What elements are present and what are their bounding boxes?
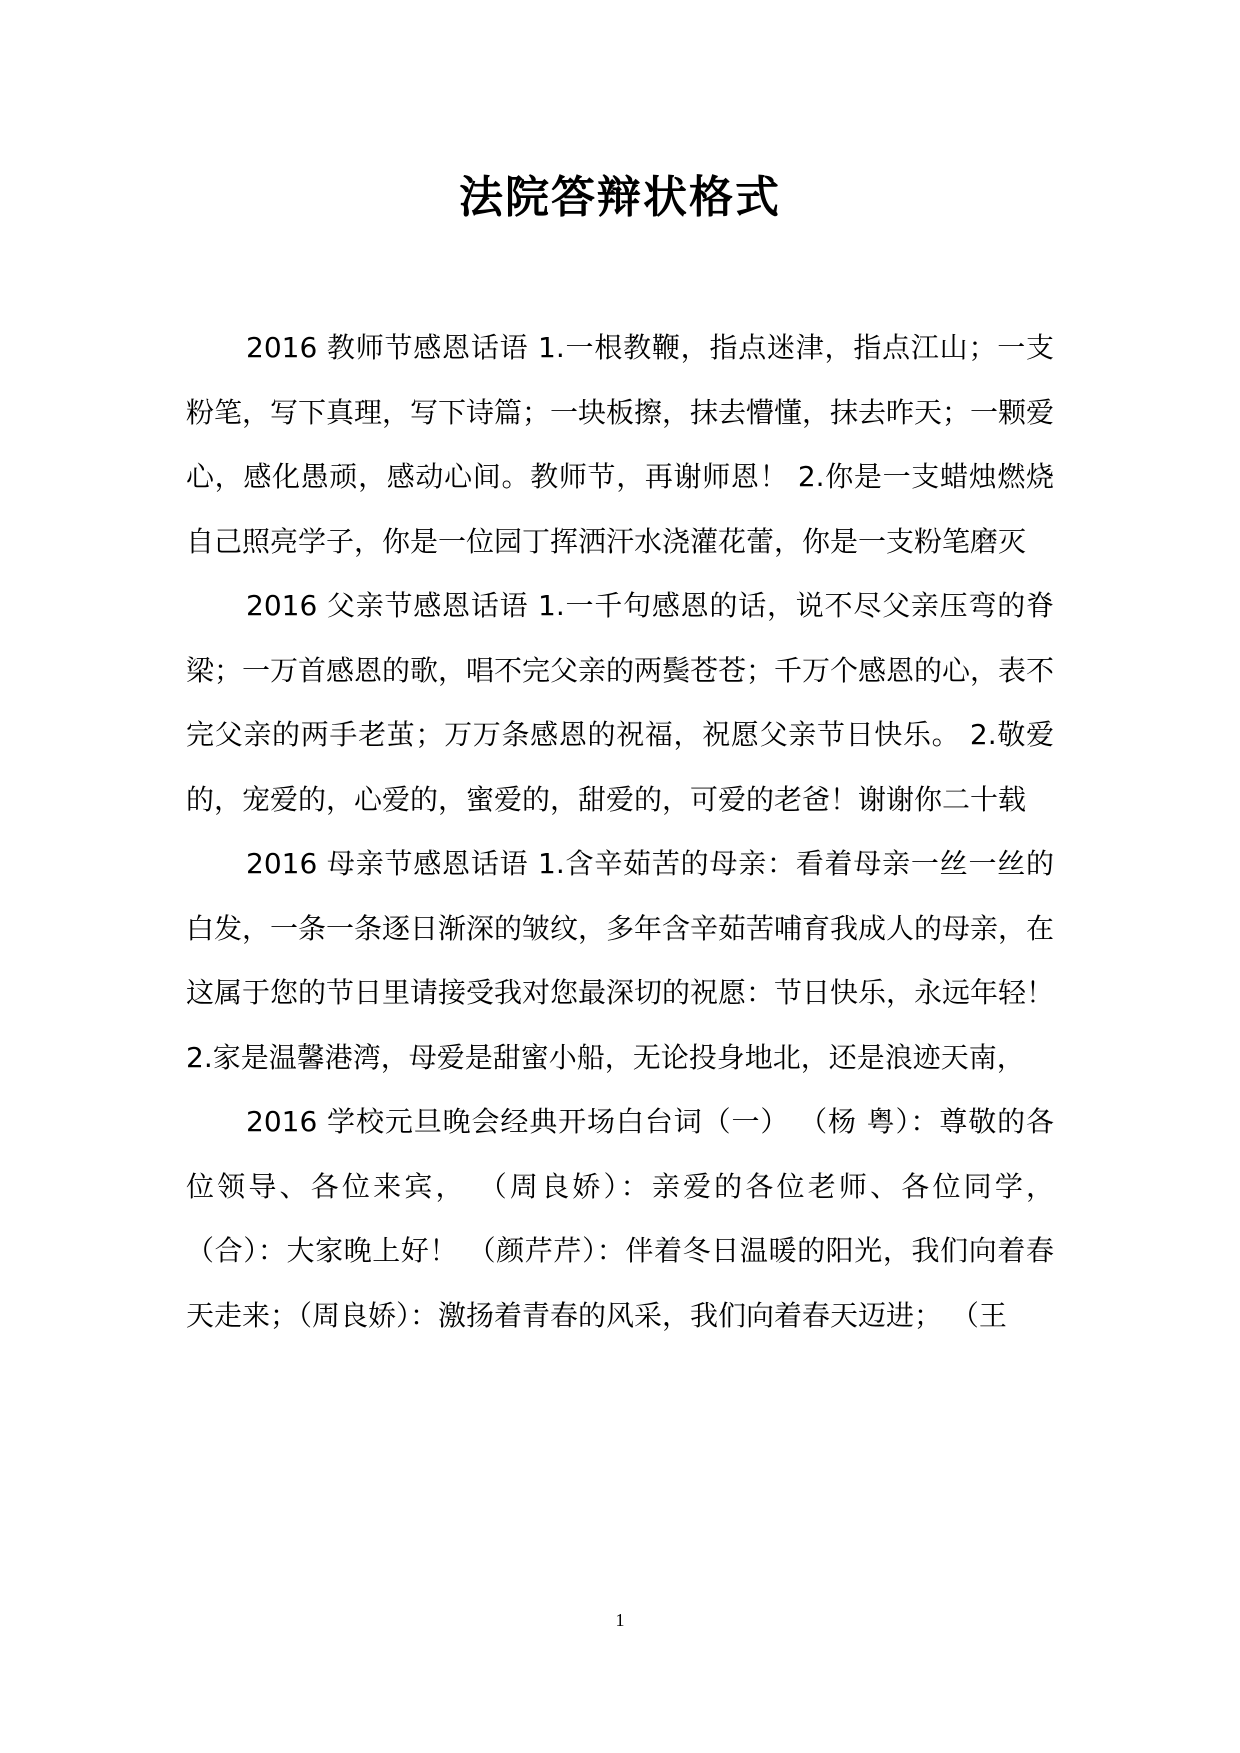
- page-number: 1: [615, 1610, 625, 1630]
- document-body: [186, 316, 1054, 1348]
- paragraph-fathers-day: 2016 父亲节感恩话语 1.一千句感恩的话，说不尽父亲压弯的脊梁；一万首感恩的歌，唱不完父亲的两鬓苍苍；千万个感恩的心，表不完父亲的两手老茧；万万条感恩的祝福，祝愿父亲节日快乐。 2.敬爱的，宠爱的，心爱的，蜜爱的，甜爱的，可爱的老爸！谢谢你二十载: [186, 589, 1055, 816]
- paragraph-teachers-day: 2016 教师节感恩话语 1.一根教鞭，指点迷津，指点江山；一支粉笔，写下真理，写下诗篇；一块板擦，抹去懵懂，抹去昨天；一颗爱心，感化愚顽，感动心间。教师节，再谢师恩！ 2.你是一支蜡烛燃烧自己照亮学子，你是一位园丁挥洒汗水浇灌花蕾，你是一支粉笔磨灭: [186, 331, 1055, 558]
- paragraph-mothers-day: 2016 母亲节感恩话语 1.含辛茹苦的母亲：看着母亲一丝一丝的白发，一条一条逐日渐深的皱纹，多年含辛茹苦哺育我成人的母亲，在这属于您的节日里请接受我对您最深切的祝愿：节日快乐，永远年轻！ 2.家是温馨港湾，母爱是甜蜜小船，无论投身地北，还是浪迹天南，: [186, 847, 1055, 1074]
- document-title: 法院答辩状格式: [459, 172, 781, 223]
- paragraph-new-year-gala: 2016 学校元旦晚会经典开场白台词（一） （杨 粤）：尊敬的各位领导、各位来宾， （周良娇）：亲爱的各位老师、各位同学， （合）：大家晚上好！ （颜芹芹）：伴着冬日温暖的阳光，我们向着春天走来；（周良娇）：激扬着青春的风采，我们向着春天迈进； （王: [186, 1105, 1054, 1332]
